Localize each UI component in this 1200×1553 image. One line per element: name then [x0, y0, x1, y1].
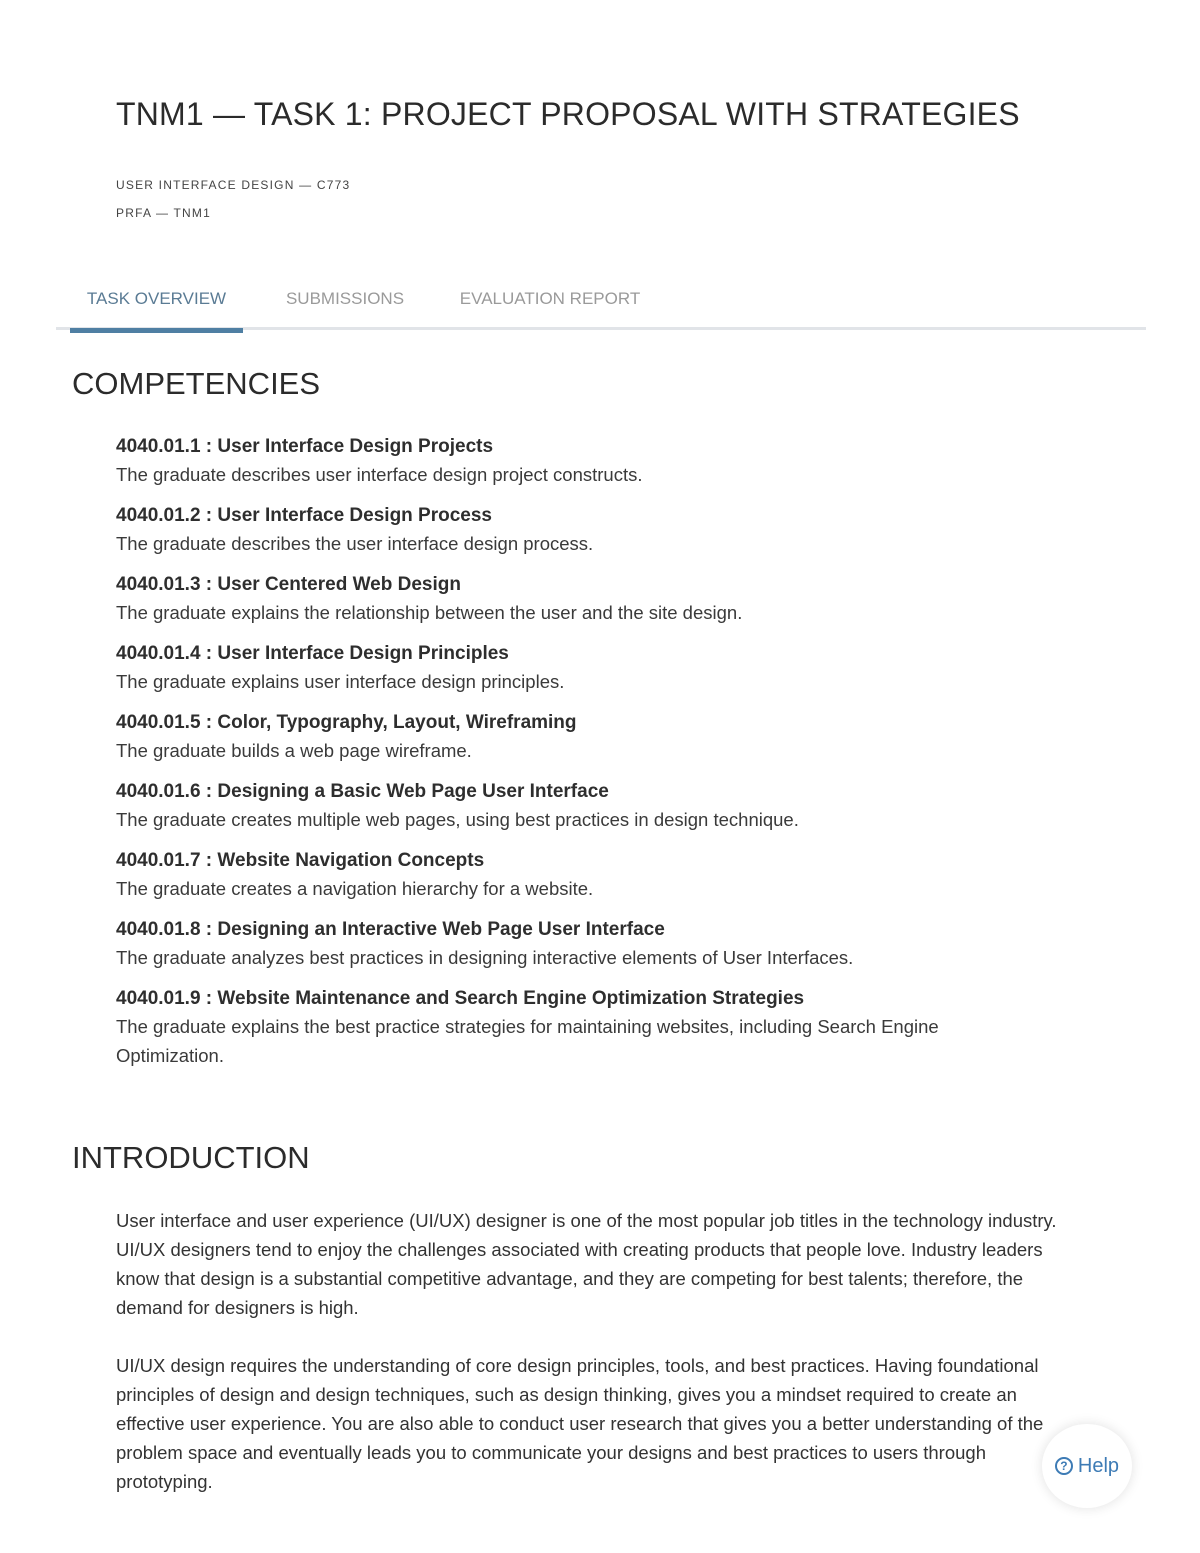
task-code-label: PRFA — TNM1: [116, 206, 211, 220]
competency-description: The graduate describes user interface design project constructs.: [116, 464, 643, 485]
competency-item: [116, 572, 1036, 627]
competency-description: The graduate creates a navigation hierarchy for a website.: [116, 878, 594, 899]
competency-title: [116, 434, 1036, 460]
competency-code: 4040.01.3 :: [116, 574, 213, 595]
competency-item: [116, 434, 1036, 489]
competency-title: [116, 917, 1036, 943]
help-label: Help: [1077, 1454, 1120, 1477]
introduction-body: [116, 1206, 1076, 1525]
competency-title: [116, 503, 1036, 529]
competency-code: 4040.01.1 :: [116, 436, 213, 457]
introduction-heading: INTRODUCTION: [72, 1140, 310, 1175]
competency-title: [116, 848, 1036, 874]
competency-item: [116, 503, 1036, 558]
competency-title: [116, 710, 1036, 736]
tab-task-overview[interactable]: TASK OVERVIEW: [70, 286, 243, 330]
competency-item: [116, 917, 1036, 972]
competency-title: [116, 986, 1036, 1012]
competency-name: Color, Typography, Layout, Wireframing: [217, 712, 577, 733]
competency-name: User Interface Design Process: [217, 505, 492, 526]
competency-list: [116, 434, 1036, 1084]
competency-code: 4040.01.8 :: [116, 919, 213, 940]
competency-code: 4040.01.9 :: [116, 988, 213, 1009]
competency-description: The graduate creates multiple web pages, using best practices in design technique.: [116, 809, 799, 830]
competency-title: [116, 641, 1036, 667]
question-circle-icon: ?: [1055, 1457, 1073, 1475]
competency-code: 4040.01.5 :: [116, 712, 213, 733]
competency-item: [116, 641, 1036, 696]
competency-name: User Interface Design Principles: [217, 643, 509, 664]
competency-name: User Interface Design Projects: [217, 436, 494, 457]
help-button[interactable]: [1042, 1424, 1132, 1508]
competency-name: Designing an Interactive Web Page User Interface: [217, 919, 665, 940]
tab-evaluation-report[interactable]: EVALUATION REPORT: [459, 289, 641, 308]
competency-title: [116, 779, 1036, 805]
competency-code: 4040.01.7 :: [116, 850, 213, 871]
competency-description: The graduate describes the user interface design process.: [116, 533, 594, 554]
tab-submissions[interactable]: SUBMISSIONS: [285, 289, 405, 308]
competency-code: 4040.01.2 :: [116, 505, 213, 526]
competency-item: [116, 848, 1036, 903]
introduction-paragraph: User interface and user experience (UI/UX) designer is one of the most popular job titles in the technology industry. UI/UX designers tend to enjoy the challenges associated with creating products that people love. Industry leaders know that design is a substantial competitive advantage, and they are competing for best talents; therefore, the demand for designers is high.: [116, 1210, 1057, 1318]
competency-name: User Centered Web Design: [217, 574, 461, 595]
competency-description: The graduate explains user interface design principles.: [116, 671, 565, 692]
competency-name: Website Navigation Concepts: [217, 850, 485, 871]
competency-code: 4040.01.6 :: [116, 781, 213, 802]
competency-name: Website Maintenance and Search Engine Optimization Strategies: [217, 988, 805, 1009]
competency-code: 4040.01.4 :: [116, 643, 213, 664]
competency-item: [116, 986, 1036, 1070]
competencies-heading: COMPETENCIES: [72, 366, 321, 401]
competency-description: The graduate explains the relationship between the user and the site design.: [116, 602, 743, 623]
competency-name: Designing a Basic Web Page User Interface: [217, 781, 609, 802]
competency-title: [116, 572, 1036, 598]
competency-description: The graduate builds a web page wireframe.: [116, 740, 472, 761]
competency-item: [116, 710, 1036, 765]
tab-bar: [56, 286, 1146, 330]
introduction-paragraph: UI/UX design requires the understanding of core design principles, tools, and best practices. Having foundational principles of design and design techniques, such as design thinking, gives you a mindset required to create an effective user experience. You are also able to conduct user research that gives you a better understanding of the problem space and eventually leads you to communicate your designs and best practices to users through prototyping.: [116, 1355, 1044, 1492]
page-title: TNM1 — TASK 1: PROJECT PROPOSAL WITH STRATEGIES: [116, 96, 1020, 132]
competency-description: The graduate explains the best practice strategies for maintaining websites, including Search Engine Optimization.: [116, 1016, 939, 1066]
course-label: USER INTERFACE DESIGN — C773: [116, 178, 351, 192]
competency-description: The graduate analyzes best practices in designing interactive elements of User Interfaces.: [116, 947, 854, 968]
competency-item: [116, 779, 1036, 834]
